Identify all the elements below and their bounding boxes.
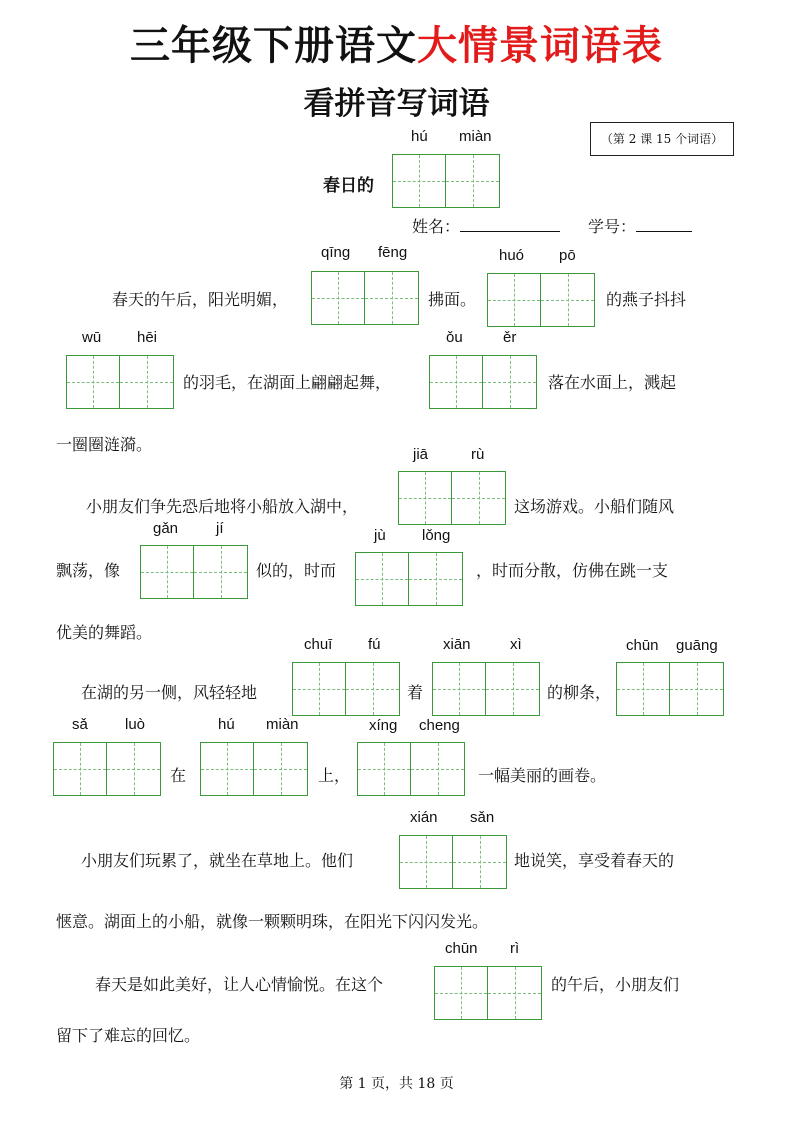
- grid-cell[interactable]: [486, 662, 540, 716]
- pinyin: gǎn: [153, 520, 179, 537]
- title-black: 三年级下册语文: [130, 23, 417, 69]
- grid-cell[interactable]: [392, 154, 446, 208]
- pinyin: xiān: [443, 636, 471, 653]
- pinyin: hēi: [137, 329, 158, 346]
- writing-grid-title[interactable]: [392, 154, 500, 208]
- text-line: 春天的午后，阳光明媚，: [112, 290, 289, 309]
- pinyin: chūn: [445, 940, 478, 957]
- pinyin: miàn: [459, 128, 492, 145]
- writing-grid[interactable]: [355, 552, 463, 606]
- text-line: ，时而分散，仿佛在跳一支: [476, 561, 669, 580]
- grid-cell[interactable]: [446, 154, 500, 208]
- id-blank[interactable]: [636, 217, 692, 232]
- text-line: 的燕子抖抖: [606, 290, 687, 309]
- grid-cell[interactable]: [409, 552, 463, 606]
- pinyin: ǒu: [446, 329, 463, 346]
- writing-grid[interactable]: [429, 355, 537, 409]
- grid-cell[interactable]: [411, 742, 465, 796]
- name-field: [412, 217, 560, 237]
- id-label: 学号：: [588, 217, 637, 236]
- page-subtitle: 看拼音写词语: [303, 86, 490, 122]
- pinyin: ěr: [503, 329, 517, 346]
- text-line: 地说笑，享受着春天的: [514, 851, 675, 870]
- grid-cell[interactable]: [346, 662, 400, 716]
- pinyin: pō: [559, 247, 576, 264]
- pinyin: huó: [499, 247, 525, 264]
- writing-grid[interactable]: [140, 545, 248, 599]
- pinyin: chuī: [304, 636, 333, 653]
- grid-cell[interactable]: [292, 662, 346, 716]
- text-line: 在湖的另一侧，风轻轻地: [81, 683, 258, 702]
- pinyin: guāng: [676, 637, 718, 654]
- text-line: 小朋友们玩累了，就坐在草地上。他们: [81, 851, 354, 870]
- text-line: 这场游戏。小船们随风: [514, 497, 675, 516]
- text-line: 一幅美丽的画卷。: [478, 766, 607, 785]
- grid-cell[interactable]: [399, 835, 453, 889]
- writing-grid[interactable]: [487, 273, 595, 327]
- grid-cell[interactable]: [453, 835, 507, 889]
- pinyin: fēng: [378, 244, 408, 261]
- pinyin: chūn: [626, 637, 659, 654]
- text-line: 的午后，小朋友们: [551, 975, 680, 994]
- pinyin: jiā: [413, 446, 429, 463]
- writing-grid[interactable]: [434, 966, 542, 1020]
- writing-grid[interactable]: [292, 662, 400, 716]
- grid-cell[interactable]: [200, 742, 254, 796]
- grid-cell[interactable]: [355, 552, 409, 606]
- grid-cell[interactable]: [53, 742, 107, 796]
- text-line: 拂面。: [428, 290, 477, 309]
- writing-grid[interactable]: [398, 471, 506, 525]
- text-line: 春天是如此美好，让人心情愉悦。在这个: [95, 975, 384, 994]
- id-field: [588, 217, 692, 237]
- pinyin: xián: [410, 809, 438, 826]
- text-line: 上，: [318, 766, 351, 785]
- story-title-prefix: 春日的: [323, 176, 374, 196]
- text-line: 优美的舞蹈。: [56, 623, 153, 642]
- pinyin: xì: [510, 636, 522, 653]
- writing-grid[interactable]: [66, 355, 174, 409]
- writing-grid[interactable]: [311, 271, 419, 325]
- writing-grid[interactable]: [200, 742, 308, 796]
- pinyin: jí: [216, 520, 224, 537]
- lesson-note: （第 2 课 15 个词语）: [590, 122, 734, 156]
- text-line: 惬意。湖面上的小船，就像一颗颗明珠，在阳光下闪闪发光。: [56, 912, 489, 931]
- pinyin: cheng: [419, 717, 460, 734]
- grid-cell[interactable]: [616, 662, 670, 716]
- pinyin: sǎ: [72, 716, 88, 733]
- grid-cell[interactable]: [670, 662, 724, 716]
- text-line: 的羽毛，在湖面上翩翩起舞，: [183, 373, 392, 392]
- grid-cell[interactable]: [398, 471, 452, 525]
- name-blank[interactable]: [460, 217, 560, 232]
- pinyin: wū: [82, 329, 102, 346]
- text-line: 留下了难忘的回忆。: [56, 1026, 201, 1045]
- writing-grid[interactable]: [616, 662, 724, 716]
- page-number: 第 1 页，共 18 页: [339, 1076, 454, 1092]
- grid-cell[interactable]: [432, 662, 486, 716]
- grid-cell[interactable]: [452, 471, 506, 525]
- text-line: 小朋友们争先恐后地将小船放入湖中，: [86, 497, 359, 516]
- pinyin: rì: [510, 940, 520, 957]
- name-label: 姓名：: [412, 217, 461, 236]
- text-line: 飘荡，像: [56, 561, 121, 580]
- writing-grid[interactable]: [399, 835, 507, 889]
- grid-cell[interactable]: [66, 355, 120, 409]
- pinyin: luò: [125, 716, 146, 733]
- grid-cell[interactable]: [541, 273, 595, 327]
- pinyin: miàn: [266, 716, 299, 733]
- text-line: 在: [170, 766, 187, 785]
- pinyin: lǒng: [422, 527, 451, 544]
- grid-cell[interactable]: [140, 545, 194, 599]
- grid-cell[interactable]: [488, 966, 542, 1020]
- grid-cell[interactable]: [194, 545, 248, 599]
- grid-cell[interactable]: [487, 273, 541, 327]
- pinyin: fú: [368, 636, 381, 653]
- grid-cell[interactable]: [120, 355, 174, 409]
- writing-grid[interactable]: [357, 742, 465, 796]
- text-line: 的柳条，: [547, 683, 612, 702]
- title-red: 大情景词语表: [417, 23, 663, 69]
- pinyin: rù: [471, 446, 485, 463]
- pinyin: xíng: [369, 717, 398, 734]
- pinyin: sǎn: [470, 809, 495, 826]
- writing-grid[interactable]: [432, 662, 540, 716]
- text-line: 落在水面上，溅起: [548, 373, 677, 392]
- pinyin: hú: [411, 128, 428, 145]
- text-line: 一圈圈涟漪。: [56, 435, 153, 454]
- grid-cell[interactable]: [357, 742, 411, 796]
- grid-cell[interactable]: [483, 355, 537, 409]
- grid-cell[interactable]: [107, 742, 161, 796]
- grid-cell[interactable]: [254, 742, 308, 796]
- pinyin: qīng: [321, 244, 351, 261]
- pinyin: jù: [374, 527, 386, 544]
- pinyin: hú: [218, 716, 235, 733]
- text-line: 着: [407, 683, 424, 702]
- page-title: [0, 14, 793, 71]
- grid-cell[interactable]: [365, 271, 419, 325]
- grid-cell[interactable]: [434, 966, 488, 1020]
- grid-cell[interactable]: [429, 355, 483, 409]
- text-line: 似的，时而: [256, 561, 337, 580]
- writing-grid[interactable]: [53, 742, 161, 796]
- grid-cell[interactable]: [311, 271, 365, 325]
